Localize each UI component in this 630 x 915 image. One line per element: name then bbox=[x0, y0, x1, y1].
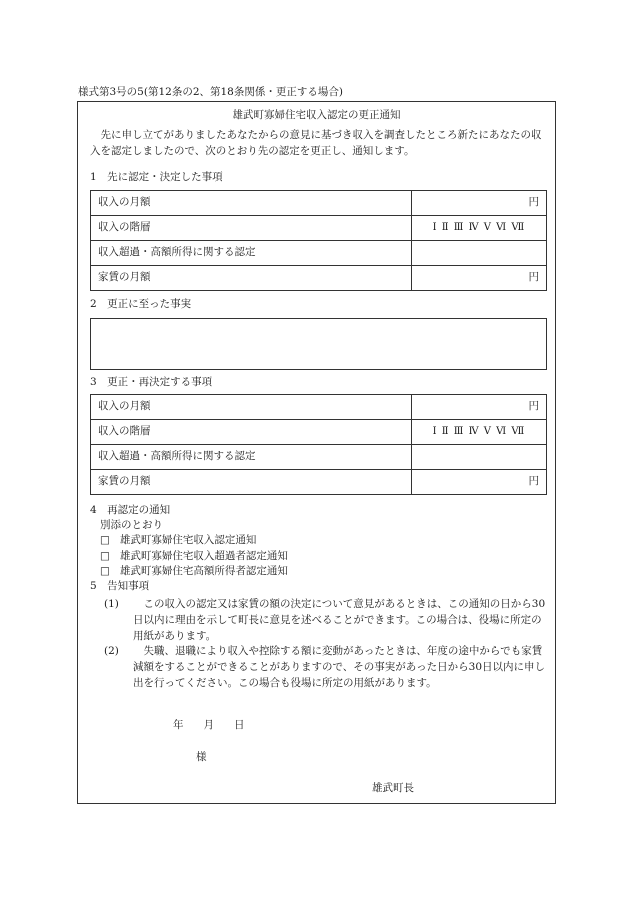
option-label: 雄武町寡婦住宅収入認定通知 bbox=[119, 534, 257, 546]
notice-text: この収入の認定又は家賃の額の決定について意見があるときは、この通知の日から30日以内に理由を示して町長に意見を述べることができます。この場合は、役場に所定の用紙があります。 bbox=[133, 598, 546, 642]
date-year[interactable]: 年 bbox=[173, 719, 184, 731]
table-row bbox=[91, 395, 547, 420]
income-level-options[interactable]: Ⅰ Ⅱ Ⅲ Ⅳ Ⅴ Ⅵ Ⅶ bbox=[412, 420, 547, 445]
row-value[interactable]: 円 bbox=[412, 470, 547, 495]
notice-item bbox=[104, 643, 548, 691]
section4-heading: 4 再認定の通知 bbox=[90, 504, 171, 516]
document-title: 雄武町寡婦住宅収入認定の更正通知 bbox=[232, 109, 401, 121]
checkbox-icon[interactable]: □ bbox=[100, 534, 110, 546]
section1-heading: 1 先に認定・決定した事項 bbox=[90, 171, 223, 183]
option-row[interactable] bbox=[100, 534, 256, 547]
notice-frame bbox=[77, 101, 556, 804]
row-value[interactable] bbox=[412, 241, 547, 266]
table-row bbox=[91, 470, 547, 495]
issuer-name: 雄武町長 bbox=[372, 782, 414, 794]
intro-paragraph: 先に申し立てがありましたあなたからの意見に基づき収入を調査したところ新たにあなたの収入を認定しましたので、次のとおり先の認定を更正し、通知します。 bbox=[90, 129, 542, 157]
notice-text: 失職、退職により収入や控除する額に変動があったときは、年度の途中からでも家賃減額をすることができることがありますので、その事実があった日から30日以内に申し出を行ってください。この場合も役場に所定の用紙があります。 bbox=[133, 645, 546, 689]
notice-number: (1) bbox=[104, 598, 119, 610]
table-row bbox=[91, 216, 547, 241]
row-value[interactable]: 円 bbox=[412, 395, 547, 420]
issue-date bbox=[173, 719, 265, 732]
table-row bbox=[91, 445, 547, 470]
income-level-options[interactable]: Ⅰ Ⅱ Ⅲ Ⅳ Ⅴ Ⅵ Ⅶ bbox=[412, 216, 547, 241]
section4-subtext: 別添のとおり bbox=[100, 519, 163, 531]
checkbox-icon[interactable]: □ bbox=[100, 550, 110, 562]
row-label: 家賃の月額 bbox=[91, 266, 412, 291]
row-label: 家賃の月額 bbox=[91, 470, 412, 495]
option-row[interactable] bbox=[100, 565, 288, 578]
form-identifier: 様式第3号の5(第12条の2、第18条関係・更正する場合) bbox=[78, 86, 343, 98]
table-row bbox=[91, 241, 547, 266]
row-label: 収入超過・高額所得に関する認定 bbox=[91, 241, 412, 266]
row-label: 収入の月額 bbox=[91, 395, 412, 420]
date-day[interactable]: 日 bbox=[234, 719, 245, 731]
option-label: 雄武町寡婦住宅高額所得者認定通知 bbox=[119, 565, 288, 577]
option-label: 雄武町寡婦住宅収入超過者認定通知 bbox=[119, 550, 288, 562]
row-label: 収入の月額 bbox=[91, 191, 412, 216]
checkbox-icon[interactable]: □ bbox=[100, 565, 110, 577]
row-value[interactable]: 円 bbox=[412, 191, 547, 216]
table-row bbox=[91, 266, 547, 291]
row-value[interactable] bbox=[412, 445, 547, 470]
section3-heading: 3 更正・再決定する事項 bbox=[90, 376, 213, 388]
notice-item bbox=[104, 596, 548, 644]
section3-table bbox=[90, 394, 547, 495]
row-label: 収入の階層 bbox=[91, 216, 412, 241]
section5-heading: 5 告知事項 bbox=[90, 580, 150, 592]
correction-facts-box[interactable] bbox=[90, 318, 547, 370]
addressee-suffix: 様 bbox=[196, 751, 207, 763]
row-label: 収入の階層 bbox=[91, 420, 412, 445]
row-value[interactable]: 円 bbox=[412, 266, 547, 291]
section1-table bbox=[90, 190, 547, 291]
table-row bbox=[91, 191, 547, 216]
section2-heading: 2 更正に至った事実 bbox=[90, 298, 192, 310]
notice-number: (2) bbox=[104, 645, 119, 657]
option-row[interactable] bbox=[100, 550, 288, 563]
table-row bbox=[91, 420, 547, 445]
date-month[interactable]: 月 bbox=[203, 719, 214, 731]
row-label: 収入超過・高額所得に関する認定 bbox=[91, 445, 412, 470]
